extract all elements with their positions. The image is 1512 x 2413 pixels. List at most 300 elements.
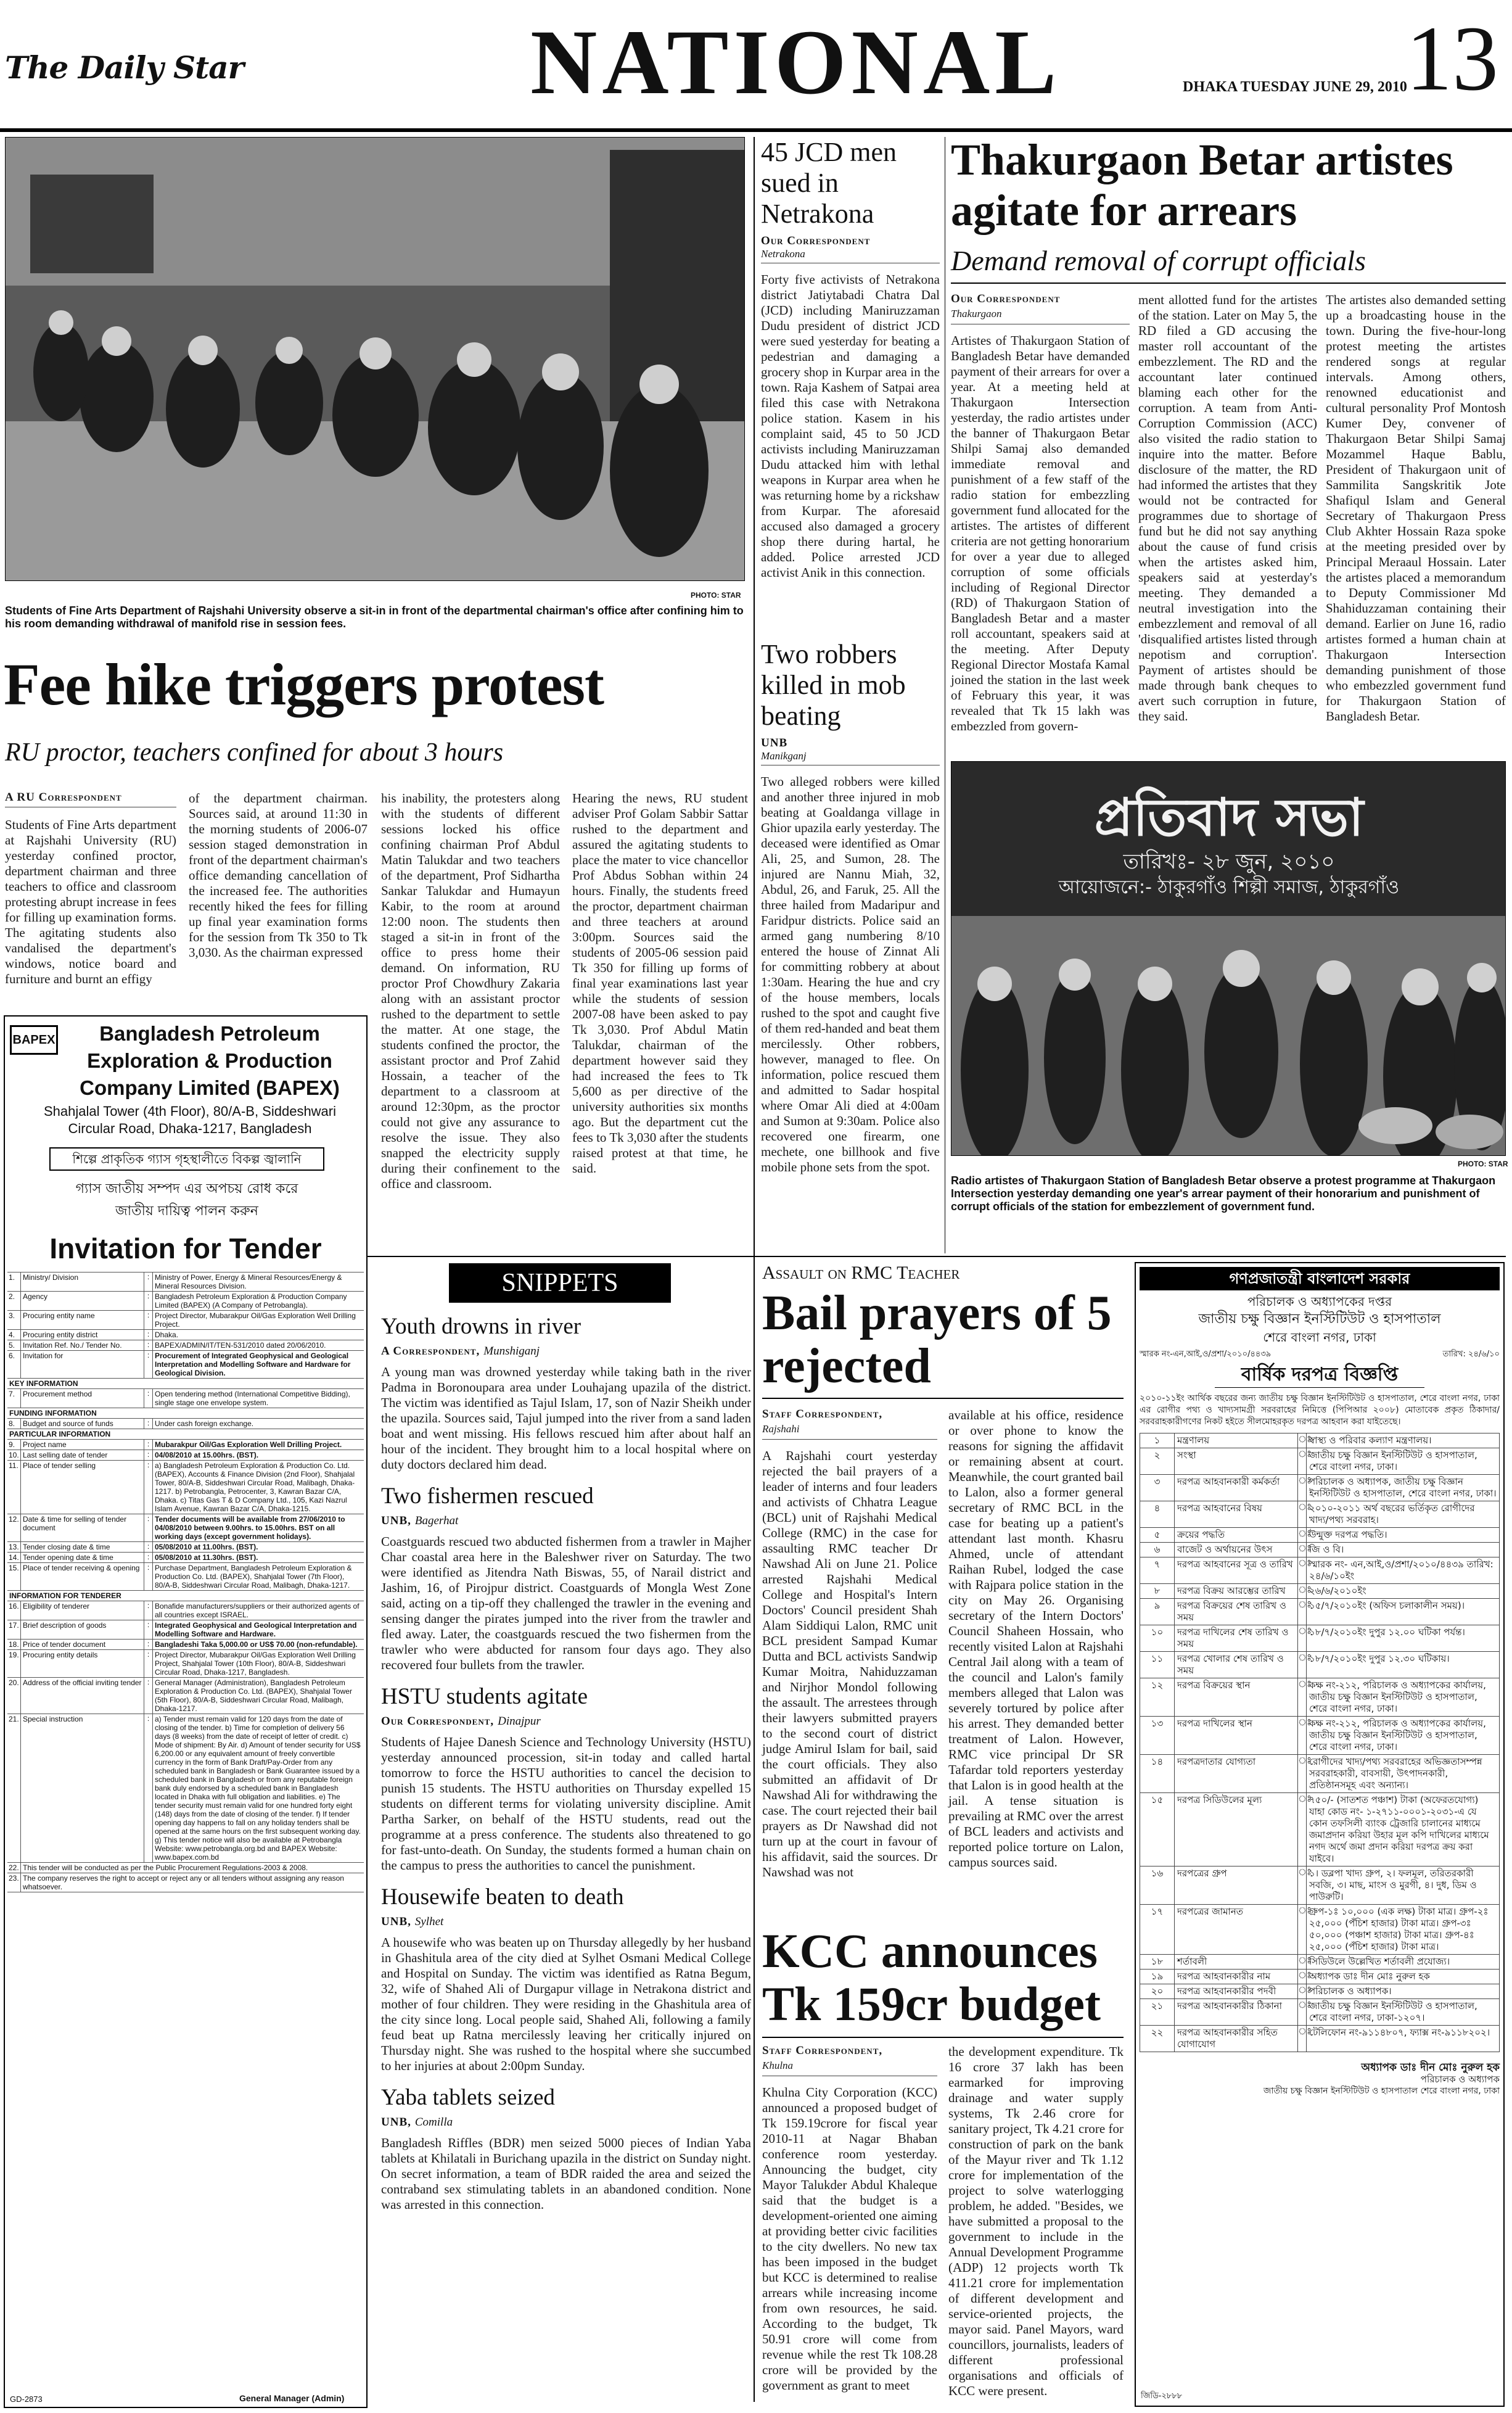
tender-row-number: 23. [7,1873,21,1892]
tender-row [7,1620,364,1640]
thakurgaon-photo-credit: PHOTO: STAR [1458,1160,1508,1168]
snippet-headline: Housewife beaten to death [381,1884,624,1910]
govt-row [1140,1433,1499,1448]
robbers-byline: UNB [761,736,788,749]
tender-row-value: Bangladesh Petroleum Exploration & Production Company Limited (BAPEX) (A Company of Petrobangla). [155,1292,347,1310]
govt-row [1140,1543,1499,1557]
snippet-byline [381,1345,751,1358]
tender-row-value: BAPEX/ADMIN/IT/TEN-531/2010 dated 20/06/2010. [155,1341,326,1350]
tender-row [7,1563,364,1591]
govt-row-label: দরপত্র আহবানকারীর ঠিকানা [1175,1999,1298,2025]
snippet-item [381,1314,751,1472]
lead-column-2: of the department chairman. Sources said, at around 11:30 in the morning students of 2006-07 session staged demonstration in front of the department chairman's office demanding cancellation of the increased fee. The authorities recently hiked the fees for filling up final year examination forms for the session from Tk 350 to Tk 3,030. As the chairman expressed [189,791,368,960]
tender-row [7,1311,364,1330]
tender-row-label: Tender closing date & time [21,1542,144,1552]
snippets-section [381,1263,751,2213]
tender-row-value: Purchase Department, Bangladesh Petroleum Exploration & Production Co. Ltd. (BAPEX), Shahjalal Tower (7th Floor), 80/A-B, Siddeshwari Circular Road, Malibagh, Dhaka-1217. [155,1564,352,1590]
snippet-body: Students of Hajee Danesh Science and Technology University (HSTU) yesterday announced procession, sit-in today and called hartal tomorrow to force the HSTU authorities to cancel the decision to punish 15 students. The HSTU authorities on Thursday expelled 15 students on different terms for violating university discipline. Amit Partha Sarker, on behalf of the HSTU students, read out the programme at a press conference. The students also threatened to go for fast-unto-death. On Sunday, the students formed a human chain on the campus to press the authorities to cancel the punishment. [381,1734,751,1873]
tender-row-number: 17. [7,1620,21,1639]
govt-row [1140,1557,1499,1584]
rmc-text-1: A Rajshahi court yesterday rejected the bail prayers of a leader of interns and four leaders and activists of Chhatra League (BCL) unit of Rajshahi Medical College (RMC) in the case for assaulting RMC teacher Dr Nawshad Ali on June 21. Police arrested Rajshahi Medical College and Hospital's Intern Doctors' Council president Shah Alam Siddiqui Lalon, RMC unit BCL president Sampad Kumar Dutta and BCL activists Sandwip Kumar Moitra, Nahiduzzaman and Nirjhor Mondol following the assault. The arrestees through their lawyers submitted prayers to the second court of district judge Amirul Islam for bail, said the court officials. They also submitted an affidavit of Dr Nawshad Ali for withdrawing the case. The court rejected their bail prayers as Dr Nawshad did not turn up at the court in favour of his affidavit, said the sources. Dr Nawshad was not [762,1448,937,1879]
tender-row-colon: : [144,1640,153,1649]
lead-subhead: RU proctor, teachers confined for about 3 hours [5,738,504,767]
lead-column-4: Hearing the news, RU student adviser Prof Golam Sabbir Sattar rushed to the department and assured the agitating students to place the mater to vice chancellor Prof Abdus Sobhan within 24 hours. Finally, the students freed the proctor, department chairman and three teachers at around 3:00pm. Sources said the students of 2005-06 session paid Tk 350 for filling up forms of final year examinations last year while the students of session 2007-08 have been asked to pay Tk 3,030. Prof Abdul Matin Talukdar, chairman of the department however said they had increased the fees to Tk 5,600 as per directive of the university authorities six months ago. But the department cut the fees to Tk 3,030 after the students raised protest at that time, he said. [572,791,748,1176]
govt-row-value: ২০১০-২০১১ অর্থ বছরের ভর্তিকৃত রোগীদের খাদ্য/পথ্য সরবরাহ। [1309,1503,1475,1525]
govt-row-value: ১৮/৭/২০১০ইং দুপুর ১২.০০ ঘটিকা পর্যন্ত। [1309,1627,1465,1638]
tender-row [7,1461,364,1514]
tender-row-value: Project Director, Mubarakpur Oil/Gas Exploration Well Drilling Project, Shahjalal Tower (10th Floor), 80/A-B, Siddeshwari Circular Road, Dhaka-1217, Bangladesh. [155,1651,356,1677]
snippet-place: Comilla [414,2116,453,2129]
tender-row-colon: : [144,1542,153,1552]
bapex-logo: BAPEX [10,1025,58,1055]
rmc-byline: Staff Correspondent, [762,1408,883,1421]
govt-row-colon: ঃ [1298,1905,1307,1954]
govt-signer-title: পরিচালক ও অধ্যাপক [1420,2074,1500,2085]
govt-memo: স্মারক নং-এন,আই,ও/প্রশা/২০১০/৪৪৩৯ [1140,1350,1272,1359]
jcd-body: Forty five activists of Netrakona district Jatiytabadi Chatra Dal (JCD) including Maniruzzaman Dudu president of district JCD were sued yesterday for beating a pedestrian and damaging a grocery shop in Kurpar area in the town. Raja Kashem of Satpai area filed this case with Netrakona police station. Kasem in his complaint said, 45 to 50 JCD activists including Maniruzzaman Dudu attacked him with lethal weapons in Kurpar area when he was returning home by a rickshaw from Kurpar. The aforesaid accused also damaged a grocery shop there during hartal, he added. Police arrested JCD activist Anik in this connection. [761,272,940,580]
tender-row-number: 11. [7,1461,21,1514]
govt-row-number: ১৪ [1140,1755,1175,1792]
snippet-source: UNB, [381,1915,411,1928]
robbers-headline: Two robbers killed in mob beating [761,639,906,731]
robbers-story [761,639,940,1175]
jcd-dateline: Netrakona [761,248,940,263]
tender-row-colon: : [144,1330,153,1340]
govt-row-label: দরপত্র দাখিলের শেষ তারিখ ও সময় [1175,1625,1298,1651]
govt-row [1140,2026,1499,2052]
govt-row-value: ১৫/৭/২০১০ইং (অফিস চলাকালীন সময়)। [1309,1600,1465,1611]
govt-row-number: ১৫ [1140,1793,1175,1866]
govt-title: বার্ষিক দরপত্র বিজ্ঞপ্তি [1215,1363,1424,1388]
govt-row-label: শর্তাবলী [1175,1955,1298,1969]
tender-row-colon: : [144,1450,153,1460]
govt-row-value: স্বাস্থ্য ও পরিবার কল্যাণ মন্ত্রণালয়। [1309,1435,1432,1446]
tender-row-number: 9. [7,1440,21,1450]
govt-row-label: দরপত্র আহবানকারীর সহিত যোগাযোগ [1175,2026,1298,2052]
snippet-source: UNB, [381,2116,411,2129]
govt-row-value: ১। ডব্লপা খাদ্য গ্রুপ, ২। ফলমূল, তরিতরকারী সবজি, ৩। মাছ, মাংস ও মুরগী, ৪। দুধ, ডিম ও পাউরুটি। [1309,1868,1477,1902]
govt-row-colon: ঃ [1298,1528,1307,1542]
kcc-story [762,1924,1124,2399]
tender-row-label: Tender opening date & time [21,1553,144,1562]
tender-row-number: 18. [7,1640,21,1649]
govt-row-value: টেলিফোন নং-৯১১৪৮০৭, ফ্যাক্স নং-৯১১৮২০২। [1309,2027,1490,2038]
govt-row-number: ১০ [1140,1625,1175,1651]
kcc-byline: Staff Correspondent, [762,2044,883,2057]
tender-row-colon: : [144,1311,153,1329]
govt-row-colon: ঃ [1298,1433,1307,1448]
tender-row [7,1450,364,1461]
tender-row-value: Bangladeshi Taka 5,000.00 or US$ 70.00 (non-refundable). [155,1640,358,1649]
govt-row-number: ১১ [1140,1652,1175,1678]
govt-row [1140,1584,1499,1599]
govt-row-label: দরপত্র আহবানকারীর পদবী [1175,1984,1298,1998]
govt-row-value: অধ্যাপক ডাঃ দীন মোঃ নুরুল হক [1309,1971,1430,1982]
tender-title: Invitation for Tender [49,1232,322,1264]
govt-row-label: দরপত্র আহবানের সূত্র ও তারিখ [1175,1557,1298,1583]
govt-header-3: জাতীয় চক্ষু বিজ্ঞান ইনস্টিটিউট ও হাসপাতাল [1198,1311,1441,1327]
lead-column-3: his inability, the protesters along with the students of different sessions locked his office confining chairman Prof Abdul Matin Talukdar and two teachers of the department, Prof Sidhartha Sankar Talukdar and Humayun Kabir, to the room at around 12:00 noon. The students then staged a sit-in in front of the office to press home their demand. On information, RU proctor Prof Chowdhury Zakaria along with an assistant proctor rushed to the department to settle the matter. At one stage, the students confined the proctor, the assistant proctor and Prof Zahid Hossain, a teacher of the department to a classroom at around 12:30pm, as the proctor could not give any assurance to resolve the issue. They also snapped the electricity supply during their confinement to the office and classroom. [381,791,560,1191]
govt-row-label: মন্ত্রণালয় [1175,1433,1298,1448]
tender-section-heading: FUNDING INFORMATION [7,1408,364,1419]
snippet-item [381,2085,751,2213]
govt-row-colon: ঃ [1298,1652,1307,1678]
tender-row [7,1650,364,1678]
tender-row-number: 21. [7,1714,21,1862]
tender-row-colon: : [144,1678,153,1714]
tender-row-value: 04/08/2010 at 15.00hrs. (BST). [155,1451,259,1459]
tender-row-colon: : [144,1601,153,1620]
tender-row-number: 2. [7,1292,21,1310]
tender-row [7,1863,364,1873]
tender-row-value: a) Bangladesh Petroleum Exploration & Production Co. Ltd. (BAPEX), Accounts & Finance Division (2nd Floor), Shahjalal Tower, 80/A-B, Siddeshwari Circular Road, Malibagh, Dhaka-1217. b) Petrobangla, Petrocenter, 3, Kawran Bazar C/A, Dhaka. c) Titas Gas T & D Company Ltd., 105, Kazi Nazrul Islam Avenue, Kawran Bazar C/A, Dhaka-1215. [155,1461,355,1513]
tender-row-value: Open tendering method (International Competitive Bidding), single stage one envelope system. [155,1390,350,1407]
tender-row-colon: : [144,1514,153,1541]
govt-signer: অধ্যাপক ডাঃ দীন মোঃ নুরুল হক [1361,2061,1500,2074]
govt-header-2: পরিচালক ও অধ্যাপকের দপ্তর [1247,1294,1392,1309]
snippet-place: Sylhet [414,1915,444,1928]
govt-row-label: দরপত্র বিক্রয়ের শেষ তারিখ ও সময় [1175,1599,1298,1625]
banner-title: প্রতিবাদ সভা [1094,787,1364,848]
tender-row [7,1440,364,1450]
snippet-headline: Two fishermen rescued [381,1483,594,1509]
govt-row-number: ৩ [1140,1475,1175,1501]
lead-text-1: Students of Fine Arts department at Rajshahi University (RU) yesterday confined proctor, department chairman and three teachers to office and classroom protesting abrupt increase in fees for filling up examination forms. The agitating students also vandalised the department's windows, notice board and furniture and burnt an effigy [5,817,176,986]
section-title: NATIONAL [530,11,1062,113]
govt-row-label: দরপত্র আহবানকারী কর্মকর্তা [1175,1475,1298,1501]
govt-row-label: দরপত্র দাখিলের স্থান [1175,1717,1298,1754]
tender-row [7,1514,364,1542]
tender-row [7,1419,364,1429]
govt-row [1140,1970,1499,1984]
issue-date: DHAKA TUESDAY JUNE 29, 2010 [1183,79,1407,95]
govt-row-colon: ঃ [1298,1557,1307,1583]
govt-row-value: পরিচালক ও অধ্যাপক। [1309,1986,1392,1997]
govt-date: তারিখ: ২৪/৬/১০ [1442,1350,1500,1359]
tender-row-colon: : [144,1714,153,1862]
snippet-headline: Yaba tablets seized [381,2085,555,2110]
snippet-place: Bagerhat [414,1514,459,1527]
thakurgaon-byline: Our Correspondent [951,292,1061,305]
govt-row-number: ২২ [1140,2026,1175,2052]
tender-row-label: Last selling date of tender [21,1450,144,1460]
tender-row-value: Under cash foreign exchange. [155,1419,254,1428]
govt-row-value: স্মারক নং- এন,আই,ও/প্রশা/২০১০/৪৪৩৯ তারিখ: ২৪/৬/১০ইং [1309,1559,1494,1582]
tender-row-label: Place of tender selling [21,1461,144,1514]
snippet-item [381,1884,751,2074]
protest-banner [951,762,1506,916]
govt-row-colon: ঃ [1298,1984,1307,1998]
tender-row-label: Procuring entity details [21,1650,144,1677]
thakurgaon-rule [951,283,1506,284]
tender-row-label: Project name [21,1440,144,1450]
govt-header-1: গণপ্রজাতন্ত্রী বাংলাদেশ সরকার [1140,1267,1500,1290]
tender-row-colon: : [144,1620,153,1639]
jcd-story [761,137,940,580]
govt-row-colon: ঃ [1298,1955,1307,1969]
govt-row [1140,1625,1499,1652]
govt-row [1140,1755,1499,1793]
tender-row-value: Tender documents will be available from 27/06/2010 to 04/08/2010 between 9.00hrs. to 15.00hrs. BST on all working days (except government holidays). [155,1515,345,1541]
bapex-slogan-1: শিল্পে প্রাকৃতিক গ্যাস গৃহস্থালীতে বিকল্প জ্বালানি [49,1147,324,1171]
tender-row-colon: : [144,1553,153,1562]
kcc-rule [762,2037,1124,2038]
tender-row-number: 4. [7,1330,21,1340]
tender-row-colon: : [144,1563,153,1590]
snippet-byline [381,1915,751,1929]
tender-section-heading: INFORMATION FOR TENDERER [7,1591,364,1601]
govt-code: জিডি-২৮৮৮ [1141,2391,1183,2401]
tender-row-label: Procurement method [21,1389,144,1408]
tender-row-number: 19. [7,1650,21,1677]
rmc-kicker: Assault on RMC Teacher [762,1263,960,1283]
govt-row-colon: ঃ [1298,1970,1307,1984]
tender-row [7,1542,364,1553]
snippet-body: Bangladesh Riffles (BDR) men seized 5000 pieces of Indian Yaba tablets at Khilatali in Burichang upazila in the district on Sunday night. On secret information, a team of BDR raided the area and seized the contraband sex stimulating tablets in an abandoned condition. None was arrested in this connection. [381,2135,751,2212]
tender-row-label: Address of the official inviting tender [21,1678,144,1714]
paper-name: The Daily Star [5,49,244,86]
govt-intro: ২০১০-১১ইং আর্থিক বছরের জন্য জাতীয় চক্ষু বিজ্ঞান ইনস্টিটিউট ও হাসপাতাল, শেরে বাংলা নগর, ঢাকা এর রোগীর পথ্য ও খাদ্যসামগ্রী সরবরাহের নিমিত্তে (পিপিআর ২০০৮) মোতাবেক প্রকৃত ঠিকাদার/সরবরাহকারীগণের নিকট হইতে সীলমোহরকৃত দরপত্র আহবান করা যাইতেছে। [1140,1393,1500,1427]
thakurgaon-text-1: Artistes of Thakurgaon Station of Bangladesh Betar have demanded payment of their arrears for over a year. At a meeting held at Thakurgaon Intersection yesterday, the radio artistes under the banner of Thakurgaon Betar Shilpi Samaj also demanded immediate removal and punishment of a few staff of the radio station for embezzling government fund allocated for the artistes. The artistes of different criteria are not getting honorarium for over a year due to alleged corruption of some officials including of Regional Director (RD) of Thakurgaon Station of Bangladesh Betar and a master roll accountant, speakers said at the meeting. After Deputy Regional Director Mostafa Kamal joined the station in the last week of February this year, it was revealed that Tk 15 lakh was embezzled from govern- [951,333,1130,733]
rmc-rule [762,1398,1124,1399]
thakurgaon-column-3: The artistes also demanded setting up a broadcasting house in the town. During the five-hour-long protest meeting the artistes rendered songs at regular intervals. Among others, renowned educationist and cultural personality Prof Montosh Kumer Dey, convener of Thakurgaon Betar Shilpi Samaj Mozammel Haque Bablu, President of Thakurgaon unit of Sammilita Sangskritik Jote Shafiqul Islam and General Secretary of Thakurgaon Press Club Akhter Hossain Raza spoke at the meeting presided over by Principal Meraaul Hossain. Later the artistes placed a memorandum to Deputy Commissioner Md Shahiduzzaman containing their demand. Earlier on June 16, radio artistes formed a human chain at Thakurgaon Intersection demanding punishment of those who embezzled government fund for Thakurgaon Station of Bangladesh Betar. [1326,292,1506,724]
tender-row-number: 7. [7,1389,21,1408]
tender-row-value: 05/08/2010 at 11.30hrs. (BST). [155,1553,258,1562]
tender-row [7,1351,364,1379]
tender-row-label: Eligibility of tenderer [21,1601,144,1620]
thakurgaon-headline: Thakurgaon Betar artistes agitate for arrears [951,135,1453,235]
snippet-source: Our Correspondent, [381,1715,495,1728]
snippet-byline [381,1514,751,1528]
tender-row-value: Dhaka. [155,1330,179,1339]
tender-row-value: Project Director, Mubarakpur Oil/Gas Exploration Well Drilling Project. [155,1311,356,1329]
govt-row [1140,1984,1499,1999]
govt-row [1140,1599,1499,1625]
tender-row-value: a) Tender must remain valid for 120 days from the date of closing of the tender. b) Time for completion of delivery 56 days (8 weeks) from the date of receipt of letter of credit. c) Mode of shipment: By Air. d) Amount of tender security for US$ 6,200.00 or any equivalent amount of freely convertible currency in the form of Bank Draft/Pay-Order from any scheduled bank in Bangladesh or Bank Guarantee issued by a scheduled bank in Bangladesh or from any reputable foreign bank duly endorsed by a scheduled bank in Bangladesh located in Dhaka with full obligation and liabilities. e) The tender security must remain valid for one hundred forty eight (148) days from the date of closing of the tender. f) If tender opening day happens to fall on any holiday tenders shall be opened at the same hours on the first subsequent working day. g) This tender notice will also be available at Petrobangla Website: www.petrobangla.org.bd and BAPEX Website: www.bapex.com.bd [155,1715,361,1862]
govt-row-label: দরপত্র সিডিউলের মূল্য [1175,1793,1298,1866]
govt-row-number: ১৯ [1140,1970,1175,1984]
tender-row-label: Price of tender document [21,1640,144,1649]
tender-row [7,1873,364,1892]
govt-row-colon: ঃ [1298,1475,1307,1501]
govt-row-label: দরপত্র আহবানকারীর নাম [1175,1970,1298,1984]
snippet-item [381,1483,751,1673]
tender-row-label: Date & time for selling of tender document [21,1514,144,1541]
govt-row-colon: ঃ [1298,1793,1307,1866]
tender-row-number: 3. [7,1311,21,1329]
govt-row-number: ২০ [1140,1984,1175,1998]
lead-column-1 [5,791,176,987]
column-rule [754,137,755,2402]
kcc-text-1: Khulna City Corporation (KCC) announced a proposed budget of Tk 159.19crore for fiscal year 2010-11 at Nagar Bhaban conference room yesterday. Announcing the budget, city Mayor Talukder Abdul Khaleque said that the budget is a development-oriented one aiming at providing better civic facilities to the city dwellers. No new tax has been imposed in the budget but KCC is determined to realise arrears while increasing income from own resources, he said. According to the budget, Tk 50.91 crore will come from revenue while the rest Tk 108.28 crore will be provided by the government as grant to meet [762,2085,937,2393]
govt-row-colon: ঃ [1298,2026,1307,2052]
banner-date: তারিখঃ- ২৮ জুন, ২০১০ [1123,849,1335,874]
govt-row-label: দরপত্র আহবানের বিষয় [1175,1501,1298,1527]
tender-table [7,1272,364,1892]
snippet-headline: Youth drowns in river [381,1314,581,1339]
bapex-signer: General Manager (Admin) [239,2393,345,2403]
thakurgaon-column-2: ment allotted fund for the artistes of the station. Later on May 5, the RD filed a GD accusing the master roll accountant of the embezzlement. The RD and the accountant later continued blaming each other for the corruption. A team from Anti-Corruption Commission (ACC) also visited the radio station to inquire into the matter. Before disclosure of the matter, the RD had informed the artistes that they would not be contracted for programmes due to shortage of fund but he did not say anything about the cause of fund crisis when the artistes asked him, speakers said at yesterday's meeting. They demanded a neutral investigation into the embezzlement and removal of all 'disqualified artistes listed through nepotism and corruption'. Payment of artistes should be made through bank cheques to avert such corruption in future, they said. [1138,292,1317,724]
thakurgaon-subhead: Demand removal of corrupt officials [951,245,1366,276]
rmc-text-2: available at his office, residence or over phone to know the reasons for signing the affidavit or remaining absent at court. Meanwhile, the court granted bail to Lalon, also a former general secretary of RMC BCL in the case for beating up a patient's attendant last month. Khasru Ahmed, uncle of attendant Raihan Rubel, lodged the case with Rajpara police station in the city on May 26. Organising secretary of the Intern Doctors' Council Shaheen Hossain, who recently visited Lalon at Rajshahi Central Jail along with a team of the council and Lalon's family members alleged that Lalon was severely tortured by police after his arrest. They demanded better treatment of Lalon. However, RMC vice principal Dr SR Tafardar told reporters yesterday that Lalon is in good health at the jail. A tense situation is prevailing at RMC over the arrest of BCL leaders and activists and reported police torture on Lalon, campus sources said. [948,1408,1124,1870]
lead-photo-credit: PHOTO: STAR [691,591,741,600]
tender-row-value: The company reserves the right to accept or reject any or all tenders without assigning any reason whatsoever. [23,1874,344,1891]
govt-row-label: দরপত্র বিক্রয় আরম্ভের তারিখ [1175,1584,1298,1598]
tender-row-label: Budget and source of funds [21,1419,144,1429]
govt-row-colon: ঃ [1298,1543,1307,1557]
govt-row-number: ৮ [1140,1584,1175,1598]
govt-row-value: গ্রুপ-১ঃ ১০,০০০ (এক লক্ষ) টাকা মাত্র। গ্রুপ-২ঃ ২৫,০০০ (পঁচিশ হাজার) টাকা মাত্র। গ্রুপ-৩ঃ ৫০,০০০ (পঞ্চাশ হাজার) টাকা মাত্র। গ্রুপ-৪ঃ ২৫,০০০ (পঁচিশ হাজার) টাকা মাত্র। [1309,1906,1489,1952]
snippet-source: A Correspondent, [381,1345,480,1358]
bapex-tender-ad [4,1015,368,2408]
tender-row-colon: : [144,1389,153,1408]
tender-section-heading: KEY INFORMATION [7,1379,364,1389]
govt-row-number: ১৮ [1140,1955,1175,1969]
tender-row [7,1272,364,1292]
tender-row [7,1292,364,1311]
rmc-headline: Bail prayers of 5 rejected [762,1286,1112,1393]
robbers-dateline: Manikganj [761,750,940,765]
govt-row-label: সংস্থা [1175,1448,1298,1474]
bapex-slogan-2: গ্যাস জাতীয় সম্পদ এর অপচয় রোধ করে জাতীয় দায়িত্ব পালন করুন [75,1181,298,1219]
govt-row [1140,1866,1499,1905]
tender-row-number: 13. [7,1542,21,1552]
tender-row [7,1640,364,1650]
tender-row-number: 5. [7,1340,21,1350]
snippets-list [381,1314,751,2213]
tender-row-number: 8. [7,1419,21,1429]
tender-row-number: 22. [7,1863,21,1873]
bapex-code: GD-2873 [10,2394,43,2404]
thakurgaon-dateline: Thakurgaon [951,306,1130,324]
govt-row-label: দরপত্রদাতার যোগ্যতা [1175,1755,1298,1792]
govt-row-colon: ঃ [1298,1678,1307,1716]
snippet-body: A housewife who was beaten up on Thursday allegedly by her husband in Ghashitula area of the city died at Sylhet Osmani Medical College and Hospital on Sunday. The victim was identified as Ratna Begum, 32, wife of Shahed Ali of Durgapur village in Netrakona district and mother of four children. They were residing in the Ghashitula area of the city since long. Local people said, Shahed Ali, following a family feud beat up Ratna mercilessly leaving her critically injured on Thursday night. She was rushed to the hospital where she succumbed to her injuries at about 2:00pm Sunday. [381,1935,751,2073]
govt-row-value: উন্মুক্ত দরপত্র পদ্ধতি। [1309,1529,1387,1540]
snippet-body: Coastguards rescued two abducted fishermen from a trawler in Majher Char coastal area here in the Baleshwer river on Saturday. The two were identified as Jitendra Nath Biswas, 55, of Narail district and Jashim, 16, of Pirojpur district. Coastguards of Mongla West Zone said, acting on a tip-off they challenged the trawler in the evening and sensing danger the pirates jumped into the river from the trawler and fled away. Later, the coastguards rescued the two fishermen from the trawler who were abducted for ransom four days ago. They also recovered four bullets from the trawler. [381,1534,751,1672]
tender-row-colon: : [144,1351,153,1378]
tender-row-label: Agency [21,1292,144,1310]
masthead [0,0,1512,134]
govt-row-colon: ঃ [1298,1999,1307,2025]
govt-row-value: জি ও বি। [1309,1544,1344,1555]
tender-row-number: 12. [7,1514,21,1541]
tender-row-number: 14. [7,1553,21,1562]
lead-byline: A RU Correspondent [5,791,176,807]
govt-row [1140,1999,1499,2026]
govt-row [1140,1905,1499,1955]
tender-row-value: 05/08/2010 at 11.00hrs. (BST). [155,1543,258,1551]
tender-row [7,1601,364,1620]
govt-row-label: বাজেট ও অর্থায়নের উৎস [1175,1543,1298,1557]
govt-table [1140,1433,1500,2052]
bapex-company: Bangladesh Petroleum Exploration & Production Company Limited (BAPEX) [80,1022,340,1099]
robbers-body: Two alleged robbers were killed and another three injured in mob beating at Goaldanga village in Ghior upazila early yesterday. The deceased were identified as Omar Ali, 25, and Sumon, 28. The injured are Nannu Miah, 32, Abdul, 26, and Faruk, 25. All the three hailed from Madaripur and Faridpur districts. Police said an armed gang numbering 8/10 entered the house of Zinnat Ali for committing robbery at about 1:30am. Hearing the hue and cry of the house members, locals rushed to the spot and caught five of them red-handed and beat them mercilessly. Other robbers, however, managed to flee. On information, police rescued them and admitted to Sadar hospital where Omar Ali died at 4:00am and Sumon at 9:30am. Police also recovered one firearm, one mechete, one billhook and five mobile phone sets from the spot. [761,774,940,1174]
tender-row-colon: : [144,1650,153,1677]
govt-row-label: দরপত্র বিক্রয়ের স্থান [1175,1678,1298,1716]
govt-row-value: কক্ষ নং-২১২, পরিচালক ও অধ্যাপকের কার্যালয়, জাতীয় চক্ষু বিজ্ঞান ইনস্টিটিউট ও হাসপাতাল, শেরে বাংলা নগর, ঢাকা। [1309,1718,1486,1752]
govt-row-number: ১৬ [1140,1866,1175,1904]
govt-row-colon: ঃ [1298,1866,1307,1904]
govt-row-colon: ঃ [1298,1584,1307,1598]
govt-row-label: ক্রয়ের পদ্ধতি [1175,1528,1298,1542]
rmc-story [762,1262,1124,1880]
govt-row-colon: ঃ [1298,1448,1307,1474]
govt-row [1140,1955,1499,1970]
govt-row [1140,1475,1499,1501]
tender-row-colon: : [144,1419,153,1429]
thakurgaon-photo-caption: Radio artistes of Thakurgaon Station of Bangladesh Betar observe a protest programme at Thakurgaon Intersection yesterday demanding one year's arrear payment of their honorarium and punishment of corrupt officials of the station for embezzlement of government fund. [951,1174,1496,1213]
snippet-place: Dinajpur [498,1715,541,1728]
govt-row-number: ৪ [1140,1501,1175,1527]
tender-row-value: This tender will be conducted as per the Public Procurement Regulations-2003 & 2008. [23,1863,308,1872]
govt-row-number: ১ [1140,1433,1175,1448]
govt-row-value: ৭৫০/- (সাতশত পঞ্চাশ) টাকা (অফেরতযোগ্য) যাহা কোড নং- ১-২৭১১-০০০১-২০৩১-এ যে কোন তফসিলী ব্যাংক ট্রেজারি চালানের মাধ্যমে জমাপ্রদান করিয়া উহার মূল কপি দাখিলের মাধ্যমে নগদ অর্থে জমা প্রদান করিয়া দরপত্র ক্রয় করা যাইবে। [1309,1794,1489,1864]
page-number: 13 [1406,7,1498,110]
govt-row-number: ৬ [1140,1543,1175,1557]
govt-row-colon: ঃ [1298,1625,1307,1651]
thakurgaon-column-1 [951,292,1130,734]
lead-photo-caption: Students of Fine Arts Department of Rajshahi University observe a sit-in in front of the departmental chairman's office after confining him to his room demanding withdrawal of manifold rise in session fees. [5,604,744,630]
masthead-rule [0,128,1512,132]
govt-row-number: ৯ [1140,1599,1175,1625]
tender-row-value: Bonafide manufacturers/suppliers or their authorized agents of all countries except ISRAEL. [155,1602,360,1619]
tender-section-heading: PARTICULAR INFORMATION [7,1429,364,1440]
tender-row-label: Brief description of goods [21,1620,144,1639]
snippet-source: UNB, [381,1514,411,1527]
govt-row-value: ২৬/৬/২০১০ইং [1309,1585,1366,1596]
kcc-headline: KCC announces Tk 159cr budget [762,1924,1101,2031]
govt-row-number: ১৩ [1140,1717,1175,1754]
snippet-byline [381,2116,751,2129]
tender-row-label: Procuring entity name [21,1311,144,1329]
tender-row-value: Integrated Geophysical and Geological Interpretation and Modelling Software and Hardware. [155,1621,357,1638]
govt-row-number: ১৭ [1140,1905,1175,1954]
govt-row-number: ৫ [1140,1528,1175,1542]
govt-row-colon: ঃ [1298,1501,1307,1527]
govt-row-number: ৭ [1140,1557,1175,1583]
snippet-byline [381,1715,751,1728]
artistes-crowd-image [951,916,1506,1156]
tender-row [7,1678,364,1714]
tender-row-number: 1. [7,1272,21,1291]
tender-row [7,1553,364,1563]
snippets-title: SNIPPETS [449,1263,671,1303]
tender-row-number: 15. [7,1563,21,1590]
tender-row-number: 10. [7,1450,21,1460]
tender-row-colon: : [144,1340,153,1350]
tender-row-colon: : [144,1272,153,1291]
tender-row-number: 16. [7,1601,21,1620]
snippet-headline: HSTU students agitate [381,1684,588,1709]
tender-row [7,1330,364,1340]
snippet-body: A young man was drowned yesterday while taking bath in the river Padma in Boronoupara area under Louhajang upazila of the district. The victim was identified as Tajul Islam, 17, son of Nazir Sheikh under the upazila. Sources said, Tajul jumped into the river from a sand laden boat and went missing. His fellows rescued him after about half an hour of the incident. They brought him to a local hospital where on duty doctors declared him dead. [381,1364,752,1472]
govt-row [1140,1528,1499,1543]
tender-row-label: Ministry/ Division [21,1272,144,1291]
tender-row-colon: : [144,1461,153,1514]
tender-row [7,1340,364,1351]
govt-row-number: ২ [1140,1448,1175,1474]
snippet-place: Munshiganj [483,1345,540,1358]
tender-row-label: Invitation for [21,1351,144,1378]
jcd-byline: Our Correspondent [761,234,871,247]
lead-photo [5,137,745,581]
tender-row-value: Ministry of Power, Energy & Mineral Resources/Energy & Mineral Resources Division. [155,1273,342,1290]
jcd-headline: 45 JCD men sued in Netrakona [761,137,897,229]
tender-row-number: 6. [7,1351,21,1378]
govt-row-value: ১৮/৭/২০১০ইং দুপুর ১২.৩০ ঘটিকায়। [1309,1653,1450,1664]
kcc-dateline: Khulna [762,2058,937,2076]
